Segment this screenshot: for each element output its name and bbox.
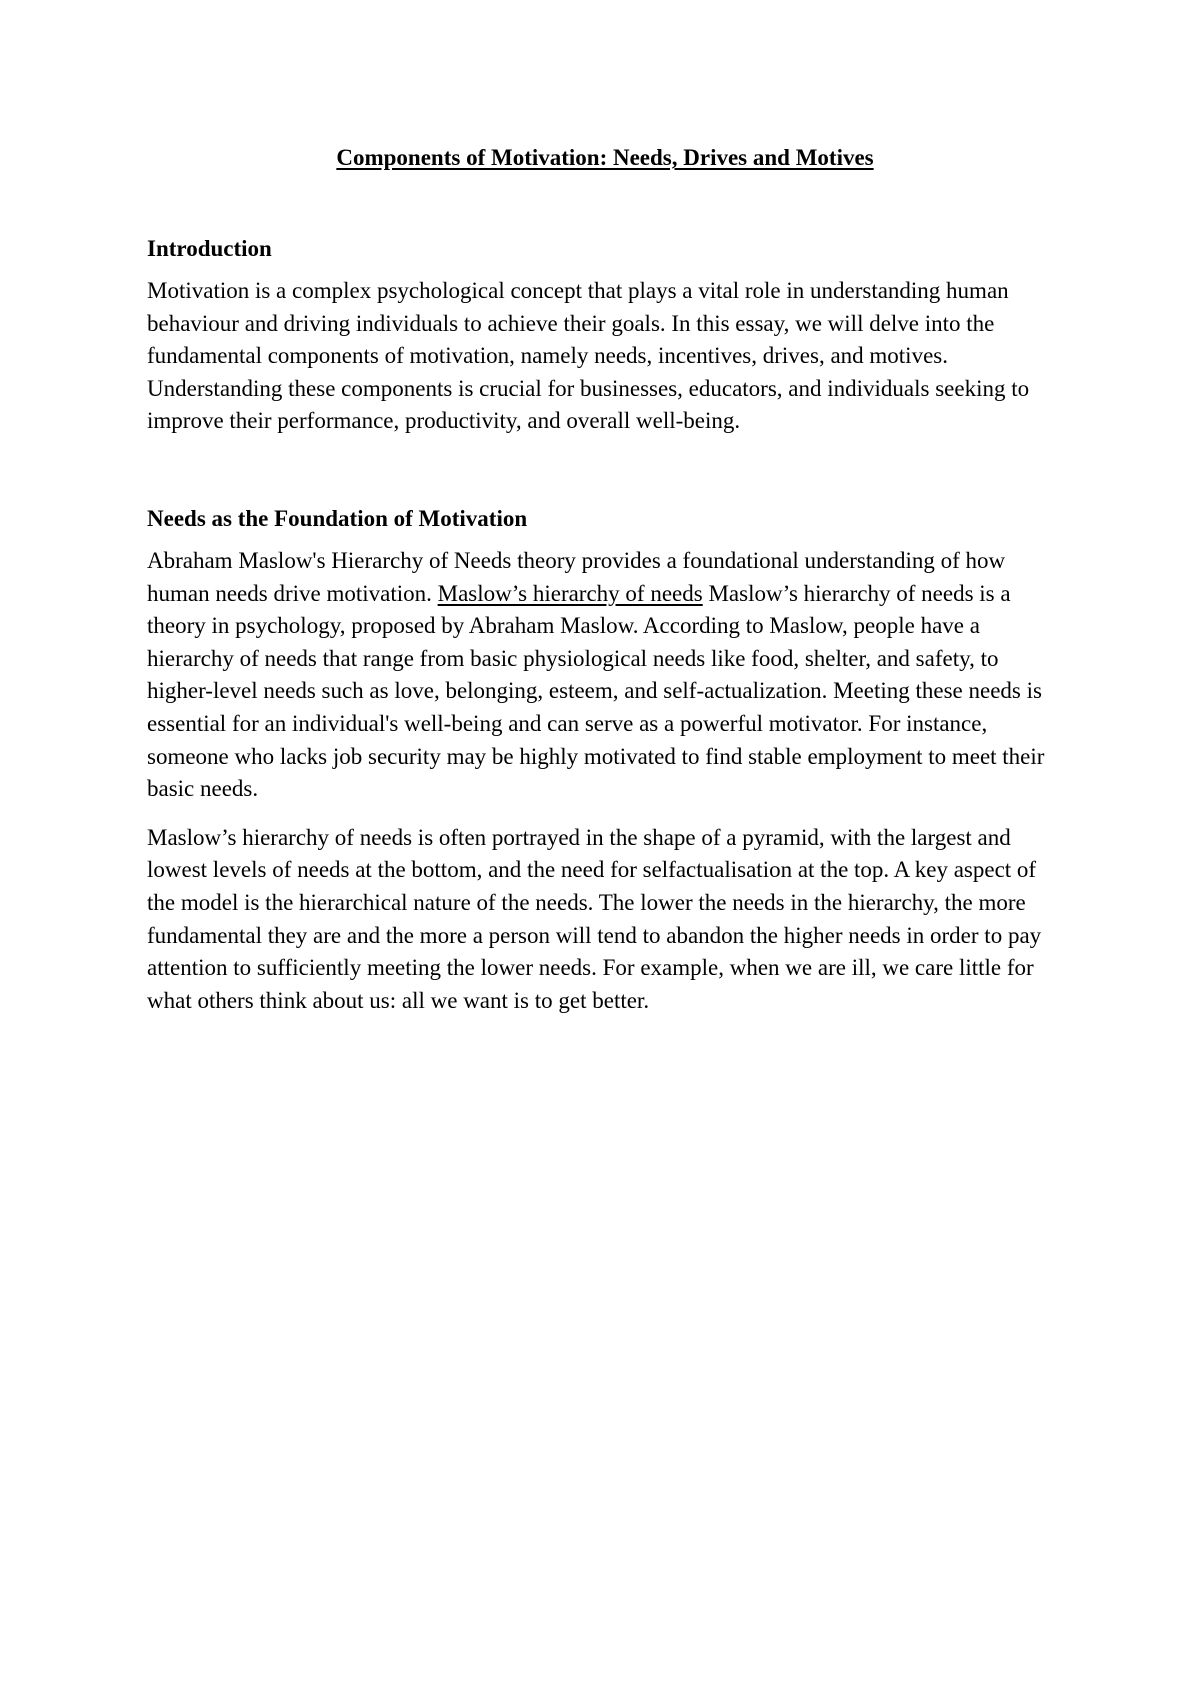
needs-paragraph-2: Maslow’s hierarchy of needs is often portrayed in the shape of a pyramid, with the largest and lowest levels of needs at the bottom, and the need for selfactualisation at the top. A key aspect of the model is the hierarchical nature of the needs. The lower the needs in the hierarchy, the more fundamental they are and the more a person will tend to abandon the higher needs in order to pay attention to sufficiently meeting the lower needs. For example, when we are ill, we care little for what others think about us: all we want is to get better. xyxy=(147,824,1042,1013)
document-title: Components of Motivation: Needs, Drives and Motives xyxy=(336,145,874,170)
needs-paragraph-1-lead: Abraham Maslow's Hierarchy of Needs theory provides a foundational understanding of how human needs drive motivation. xyxy=(147,547,1006,606)
needs-paragraph-1 xyxy=(147,545,1063,806)
introduction-paragraph: Motivation is a complex psychological concept that plays a vital role in understanding human behaviour and driving individuals to achieve their goals. In this essay, we will delve into the fundamental components of motivation, namely needs, incentives, drives, and motives. Understanding these components is crucial for businesses, educators, and individuals seeking to improve their performance, productivity, and overall well-being. xyxy=(147,278,1030,434)
document-body xyxy=(147,141,1063,1017)
needs-paragraph-1-rest: Maslow’s hierarchy of needs is a theory in psychology, proposed by Abraham Maslow. According to Maslow, people have a hierarchy of needs that range from basic physiological needs like food, shelter, and safety, to higher-level needs such as love, belonging, esteem, and self-actualization. Meeting these needs is essential for an individual's well-being and can serve as a powerful motivator. For instance, someone who lacks job security may be highly motivated to find stable employment to meet their basic needs. xyxy=(147,580,1045,802)
maslow-hierarchy-link[interactable]: Maslow’s hierarchy of needs xyxy=(437,580,703,606)
needs-section-heading: Needs as the Foundation of Motivation xyxy=(147,505,528,531)
introduction-heading: Introduction xyxy=(147,236,272,261)
